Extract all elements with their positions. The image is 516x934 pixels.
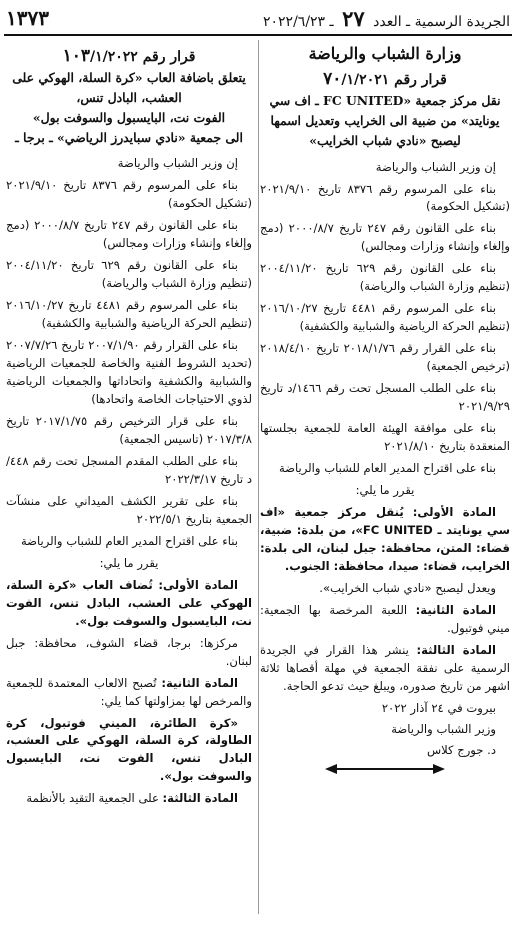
decision-number: ٧٠ xyxy=(323,69,342,89)
decision-prefix: قرار رقم xyxy=(142,49,196,65)
article-2 xyxy=(6,675,252,711)
article-text: تُضاف العاب «كرة السلة، الهوكي على العشب، البادل تنس، الفوت نت، البايسبول والسوفت بول». xyxy=(6,577,252,628)
article-3 xyxy=(260,642,510,696)
decision-prefix: قرار رقم xyxy=(394,72,447,88)
decision-subject xyxy=(6,68,252,147)
signature-place: بيروت في ٢٤ آذار ٢٠٢٢ xyxy=(381,700,496,715)
decision-suffix: /١/٢٠٢١ xyxy=(341,72,390,88)
article-label: المادة الثانية: xyxy=(161,675,238,690)
decision-title xyxy=(6,46,252,66)
decision-suffix: /١/٢٠٢٢ xyxy=(89,49,138,65)
paragraph: بناء على الطلب المسجل تحت رقم ١٤٦٦/د تاريخ ٢٠٢١/٩/٢٩ xyxy=(260,381,510,414)
paragraph: إن وزير الشباب والرياضة xyxy=(117,156,238,171)
column-divider xyxy=(258,40,259,914)
paragraph: بناء على اقتراح المدير العام للشباب والرياضة xyxy=(20,533,238,548)
games-list: «كرة الطائرة، الميني فوتبول، كرة الطاولة، كرة السلة، الهوكي على العشب، البادل تنس، الفوت نت، البايسبول والسوفت بول». xyxy=(6,715,252,784)
article-label: المادة الأولى: xyxy=(412,505,496,519)
issue-date: ـ ٢٠٢٢/٦/٢٣ xyxy=(263,13,334,30)
paragraph: بناء على اقتراح المدير العام للشباب والرياضة xyxy=(278,461,496,476)
article-text: اللعبة المرخصة بها الجمعية: ميني فوتبول. xyxy=(260,602,510,635)
paragraph: بناء على المرسوم رقم ٤٤٨١ تاريخ ٢٠١٦/١٠/٢٧ (تنظيم الحركة الرياضية والشبابية والكشفية) xyxy=(6,298,252,331)
end-ornament xyxy=(325,764,445,774)
page-header xyxy=(6,4,510,32)
paragraph: بناء على الطلب المقدم المسجل تحت رقم ٤٤٨/د تاريخ ٢٠٢٢/٣/١٧ xyxy=(6,453,252,486)
paragraph: بناء على القانون رقم ٦٢٩ تاريخ ٢٠٠٤/١١/٢٠ (تنظيم وزارة الشباب والرياضة) xyxy=(260,261,510,294)
paragraph: بناء على تقرير الكشف الميداني على منشآت الجمعية بتاريخ ٢٠٢٢/٥/١ xyxy=(6,493,252,526)
header-rule xyxy=(4,34,512,36)
paragraph: إن وزير الشباب والرياضة xyxy=(375,159,496,174)
paragraph: بناء على القرار رقم ٢٠١٨/١/٧٦ تاريخ ٢٠١٨/٤/١٠ (ترخيص الجمعية) xyxy=(260,341,510,374)
signature-title: وزير الشباب والرياضة xyxy=(391,721,496,736)
decision-subject: نقل مركز جمعية «FC UNITED ـ اف سي يونايتد» من ضبية الى الخرايب وتعديل اسمها ليصبح «نادي شباب الخرايب» xyxy=(269,93,501,148)
signature-block xyxy=(260,700,510,760)
center-paragraph: مركزها: برجا، قضاء الشوف، محافظة: جبل لبنان. xyxy=(6,635,252,668)
paragraph: بناء على المرسوم رقم ٨٣٧٦ تاريخ ٢٠٢١/٩/١٠ (تشكيل الحكومة) xyxy=(6,178,252,211)
paragraph: بناء على المرسوم رقم ٨٣٧٦ تاريخ ٢٠٢١/٩/١٠ (تشكيل الحكومة) xyxy=(260,181,510,214)
paragraph: بناء على قرار الترخيص رقم ٢٠١٧/١/٧٥ تاريخ ٢٠١٧/٣/٨ (تاسيس الجمعية) xyxy=(6,413,252,446)
publication-title xyxy=(263,6,510,31)
paragraph: بناء على موافقة الهيئة العامة للجمعية بجلستها المنعقدة بتاريخ ٢٠٢١/٨/١٠ xyxy=(260,421,510,454)
right-column xyxy=(260,40,510,928)
paragraph: بناء على القانون رقم ٢٤٧ تاريخ ٢٠٠٠/٨/٧ (دمج وإلغاء وإنشاء وزارات ومجالس) xyxy=(6,218,252,251)
subject-line: يتعلق باضافة العاب «كرة السلة، الهوكي على العشب، البادل تنس، xyxy=(12,70,246,105)
article-1 xyxy=(6,577,252,631)
rename-paragraph: ويعدل ليصبح «نادي شباب الخرايب». xyxy=(319,580,496,595)
paragraph: بناء على القرار رقم ٢٠٠٧/١/٩٠ تاريخ ٢٠٠٧/٧/٢٦ (تحديد الشروط الفنية والخاصة للجمعيات الرياضية والشبابية والكشفية واتحاداتها والجمعيات الرياضية لذوي الاحتياجات الخاصة واتحادها) xyxy=(6,338,252,406)
article-text: ينشر هذا القرار في الجريدة الرسمية على نفقة الجمعية في مهلة أقصاها ثلاثة اشهر من تاريخ صدوره، ويبلغ حيث تدعو الحاجة. xyxy=(260,642,510,693)
decision-title xyxy=(260,69,510,89)
signature-name: د. جورج كلاس xyxy=(426,742,496,757)
decides-heading: يقرر ما يلي: xyxy=(99,555,159,570)
article-2 xyxy=(260,602,510,638)
article-label: المادة الأولى: xyxy=(158,577,239,592)
article-3 xyxy=(6,790,252,808)
paragraph: بناء على المرسوم رقم ٤٤٨١ تاريخ ٢٠١٦/١٠/٢٧ (تنظيم الحركة الرياضية والشبابية والكشفية) xyxy=(260,301,510,334)
publication-name: الجريدة الرسمية ـ العدد xyxy=(373,13,510,30)
paragraph: بناء على القانون رقم ٦٢٩ تاريخ ٢٠٠٤/١١/٢٠ (تنظيم وزارة الشباب والرياضة) xyxy=(6,258,252,291)
decision-number: ١٠٣ xyxy=(62,46,90,66)
article-1 xyxy=(260,504,510,576)
paragraph: بناء على القانون رقم ٢٤٧ تاريخ ٢٠٠٠/٨/٧ (دمج وإلغاء وإنشاء وزارات ومجالس) xyxy=(260,221,510,254)
decides-heading: يقرر ما يلي: xyxy=(355,483,415,498)
page-number: ١٣٧٣ xyxy=(6,6,49,30)
subject-line: الفوت نت، البايسبول والسوفت بول» xyxy=(32,109,226,125)
issue-number: ٢٧ xyxy=(342,5,365,31)
ministry-title: وزارة الشباب والرياضة xyxy=(308,44,462,63)
article-label: المادة الثانية: xyxy=(415,602,496,617)
article-text: على الجمعية التقيد بالأنظمة xyxy=(26,791,159,806)
article-text: تُصبح الالعاب المعتمدة للجمعية والمرخص لها بمزاولتها كما يلي: xyxy=(6,675,252,708)
article-label: المادة الثالثة: xyxy=(416,642,496,657)
left-column xyxy=(6,40,252,928)
subject-line: الى جمعية «نادي سبايدرز الرياضي» ـ برجا ـ xyxy=(15,129,243,145)
article-text: يُنقل مركز جمعية «اف سي يونايتد ـ FC UNITED»، من بلدة: ضبية، قضاء: المتن، محافظة: جبل لبنان، الى بلدة: الخرايب، قضاء: صيدا، محافظة: الجنوب. xyxy=(260,505,510,573)
article-label: المادة الثالثة: xyxy=(162,791,238,806)
